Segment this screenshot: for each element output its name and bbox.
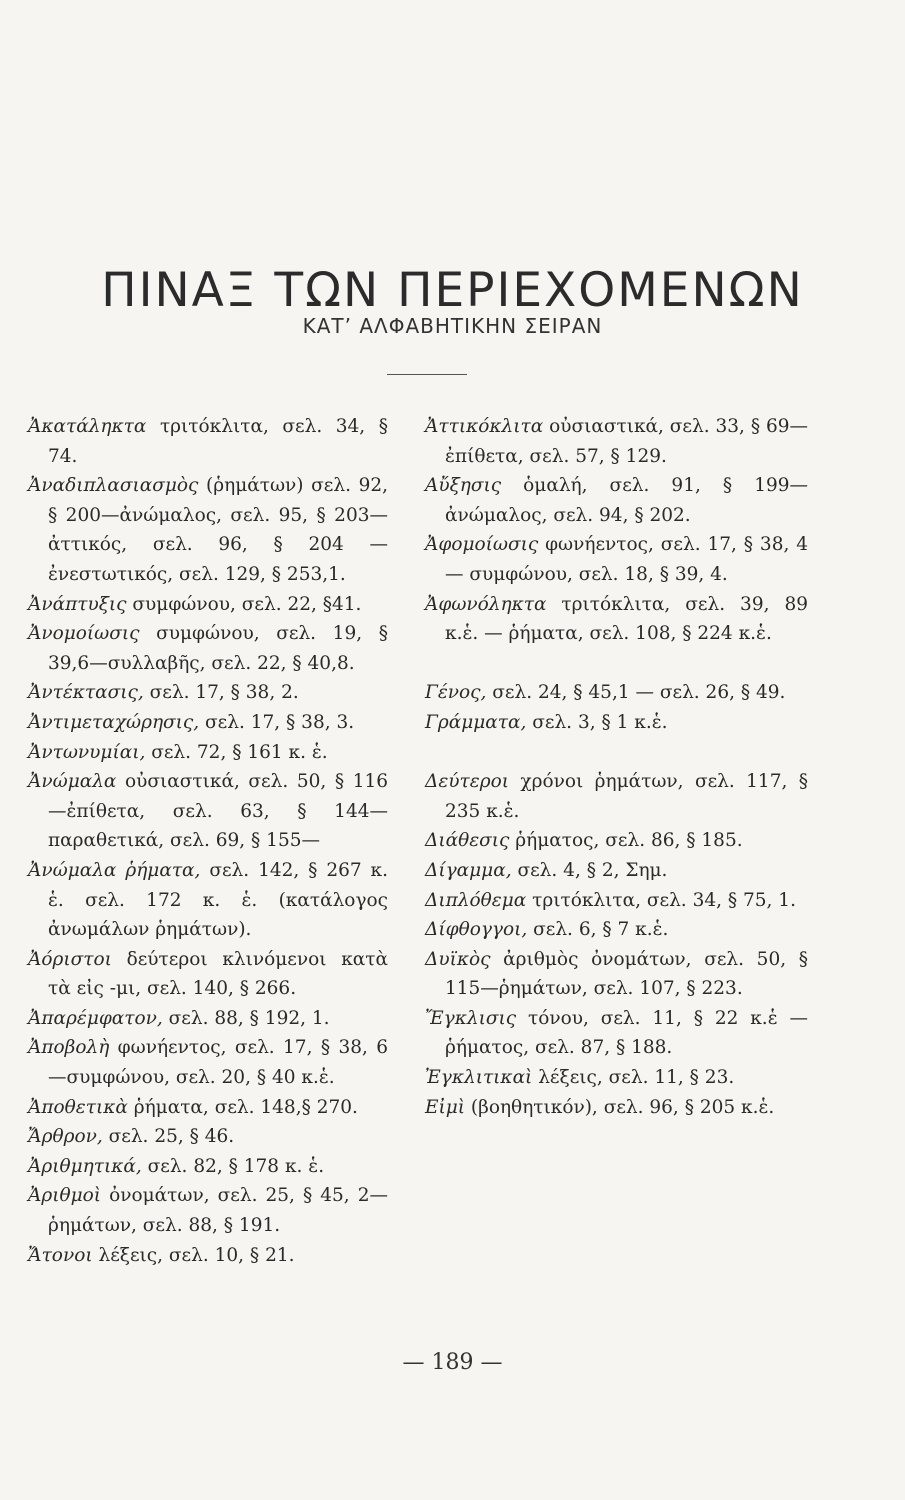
index-entry xyxy=(425,915,808,945)
title-divider xyxy=(387,374,467,375)
entry-text: σελ. 17, § 38, 3. xyxy=(199,711,355,733)
index-entry xyxy=(425,826,808,856)
entry-text: τριτόκλιτα, σελ. 34, § 75, 1. xyxy=(526,889,796,911)
entry-term: Ἀντέκτασις, xyxy=(28,682,144,704)
entry-term: Ἀντιμεταχώρησις, xyxy=(28,711,200,733)
entry-text: φωνήεντος, σελ. 17, § 38, 4 — συμφώνου, σελ. 18, § 39, 4. xyxy=(445,534,808,585)
entry-term: Ἀποθετικὰ xyxy=(28,1096,128,1118)
index-entry xyxy=(28,708,388,738)
index-entry xyxy=(28,945,388,1004)
entry-text: (ῥημάτων) σελ. 92, § 200—ἀνώμαλος, σελ. 95, § 203—ἀττικός, σελ. 96, § 204 —ἐνεστωτικός, σελ. 129, § 253,1. xyxy=(48,475,388,585)
entry-term: Αὔξησις xyxy=(425,475,502,497)
index-entry xyxy=(425,530,808,589)
entry-term: Ἀπαρέμφατον, xyxy=(28,1007,163,1029)
entry-term: Δυϊκὸς xyxy=(425,948,491,970)
entry-term: Ἀριθμοὶ xyxy=(28,1185,102,1207)
entry-text: ῥήματα, σελ. 148,§ 270. xyxy=(127,1096,358,1118)
entry-term: Εἰμὶ xyxy=(425,1096,466,1118)
entry-text: σελ. 72, § 161 κ. ἑ. xyxy=(145,741,328,763)
entry-term: Ἀποβολὴ xyxy=(28,1037,110,1059)
index-entry xyxy=(425,590,808,649)
entry-term: Ἀόριστοι xyxy=(28,948,112,970)
entry-term: Δεύτεροι xyxy=(425,771,509,793)
entry-term: Ἐγκλιτικαὶ xyxy=(425,1067,533,1089)
entry-text: οὐσιαστικά, σελ. 50, § 116—ἐπίθετα, σελ. 63, § 144—παραθετικά, σελ. 69, § 155— xyxy=(48,771,388,852)
entry-text: ὁμαλή, σελ. 91, § 199—ἀνώμαλος, σελ. 94, § 202. xyxy=(445,475,808,526)
index-entry xyxy=(28,1033,388,1092)
index-entry xyxy=(28,856,388,945)
index-entry xyxy=(425,1063,808,1093)
entry-text: σελ. 4, § 2, Σημ. xyxy=(511,859,668,881)
entry-text: σελ. 25, § 46. xyxy=(102,1126,235,1148)
index-entry xyxy=(425,945,808,1004)
entry-text: σελ. 3, § 1 κ.ἑ. xyxy=(526,711,668,733)
index-entry xyxy=(28,619,388,678)
entry-term: Ἄτονοι xyxy=(28,1244,93,1266)
index-entry xyxy=(28,412,388,471)
index-entry xyxy=(28,1122,388,1152)
entry-term: Ἀνομοίωσις xyxy=(28,623,140,645)
entry-text: σελ. 88, § 192, 1. xyxy=(162,1007,330,1029)
index-entry xyxy=(425,886,808,916)
index-entry xyxy=(28,1004,388,1034)
page-title: ΠΙΝΑΞ ΤΩΝ ΠΕΡΙΕΧΟΜΕΝΩΝ xyxy=(101,263,804,319)
index-entry xyxy=(28,767,388,856)
entry-text: ἀριθμὸς ὀνομάτων, σελ. 50, § 115—ῥημάτων, σελ. 107, § 223. xyxy=(445,948,808,1000)
page-subtitle: ΚΑΤ’ ΑΛΦΑΒΗΤΙΚΗΝ ΣΕΙΡΑΝ xyxy=(302,314,603,338)
entry-term: Γένος, xyxy=(425,682,487,704)
index-entry xyxy=(425,471,808,530)
entry-term: Ἀττικόκλιτα xyxy=(425,416,544,437)
entry-term: Διπλόθεμα xyxy=(425,889,527,911)
entry-text: λέξεις, σελ. 11, § 23. xyxy=(532,1067,735,1089)
entry-term: Ἀνώμαλα ῥήματα, xyxy=(28,859,201,881)
entry-term: Ἀριθμητικά, xyxy=(28,1155,142,1177)
entry-text: (βοηθητικόν), σελ. 96, § 205 κ.ἑ. xyxy=(465,1096,775,1118)
entry-text: τριτόκλιτα, σελ. 34, § 74. xyxy=(48,416,388,467)
entry-term: Ἀνώμαλα xyxy=(28,771,117,793)
entry-term: Ἀφωνόληκτα xyxy=(425,593,547,615)
index-entry xyxy=(425,1004,808,1063)
entry-term: Δίγαμμα, xyxy=(425,859,512,881)
entry-text: λέξεις, σελ. 10, § 21. xyxy=(92,1244,295,1266)
entry-text: σελ. 82, § 178 κ. ἑ. xyxy=(141,1155,325,1177)
index-entry xyxy=(28,471,388,589)
entry-text: ῥήματος, σελ. 86, § 185. xyxy=(509,830,743,852)
page-number: — 189 — xyxy=(402,1350,503,1375)
entry-text: τριτόκλιτα, σελ. 39, 89 κ.ἑ. — ῥήματα, σελ. 108, § 224 κ.ἑ. xyxy=(445,593,808,645)
entry-term: Δίφθογγοι, xyxy=(425,919,528,941)
index-entry xyxy=(28,1152,388,1182)
entry-text: συμφώνου, σελ. 22, §41. xyxy=(126,593,362,615)
index-entry xyxy=(425,678,808,708)
entry-term: Ἀφομοίωσις xyxy=(425,534,539,556)
index-entry xyxy=(425,412,808,471)
entry-term: Γράμματα, xyxy=(425,711,527,733)
entry-text: τόνου, σελ. 11, § 22 κ.ἑ —ῥήματος, σελ. 87, § 188. xyxy=(445,1007,808,1059)
index-entry xyxy=(28,738,388,768)
entry-text: συμφώνου, σελ. 19, § 39,6—συλλαβῆς, σελ. 22, § 40,8. xyxy=(48,623,388,674)
entry-text: χρόνοι ῥημάτων, σελ. 117, § 235 κ.ἑ. xyxy=(445,771,808,822)
entry-term: Ἀκατάληκτα xyxy=(28,416,147,437)
entry-text: δεύτεροι κλινόμενοι κατὰ τὰ εἰς -μι, σελ. 140, § 266. xyxy=(48,948,388,1000)
entry-term: Ἀναδιπλασιασμὸς xyxy=(28,475,199,497)
entry-term: Ἔγκλισις xyxy=(425,1007,517,1029)
index-entry xyxy=(28,678,388,708)
entry-term: Ἀνάπτυξις xyxy=(28,593,127,615)
index-entry xyxy=(28,1093,388,1123)
index-entry xyxy=(28,590,388,620)
entry-text: ὀνομάτων, σελ. 25, § 45, 2—ῥημάτων, σελ. 88, § 191. xyxy=(48,1185,388,1237)
index-column-right xyxy=(425,412,808,1122)
index-column-left xyxy=(28,412,388,1270)
entry-term: Διάθεσις xyxy=(425,830,510,852)
entry-term: Ἄρθρον, xyxy=(28,1126,103,1148)
entry-text: σελ. 17, § 38, 2. xyxy=(143,682,299,704)
index-entry xyxy=(425,1093,808,1123)
index-entry xyxy=(28,1181,388,1240)
index-entry xyxy=(425,856,808,886)
entry-text: σελ. 24, § 45,1 — σελ. 26, § 49. xyxy=(486,682,786,704)
entry-term: Ἀντωνυμίαι, xyxy=(28,741,146,763)
entry-text: οὐσιαστικά, σελ. 33, § 69—ἐπίθετα, σελ. 57, § 129. xyxy=(445,416,808,467)
index-entry xyxy=(425,767,808,826)
entry-text: φωνήεντος, σελ. 17, § 38, 6—συμφώνου, σελ. 20, § 40 κ.ἑ. xyxy=(48,1037,388,1089)
entry-text: σελ. 6, § 7 κ.ἑ. xyxy=(527,919,669,941)
entry-text: σελ. 142, § 267 κ. ἑ. σελ. 172 κ. ἑ. (κατάλογος ἀνωμάλων ῥημάτων). xyxy=(48,859,388,941)
index-entry xyxy=(425,708,808,738)
index-entry xyxy=(28,1241,388,1271)
